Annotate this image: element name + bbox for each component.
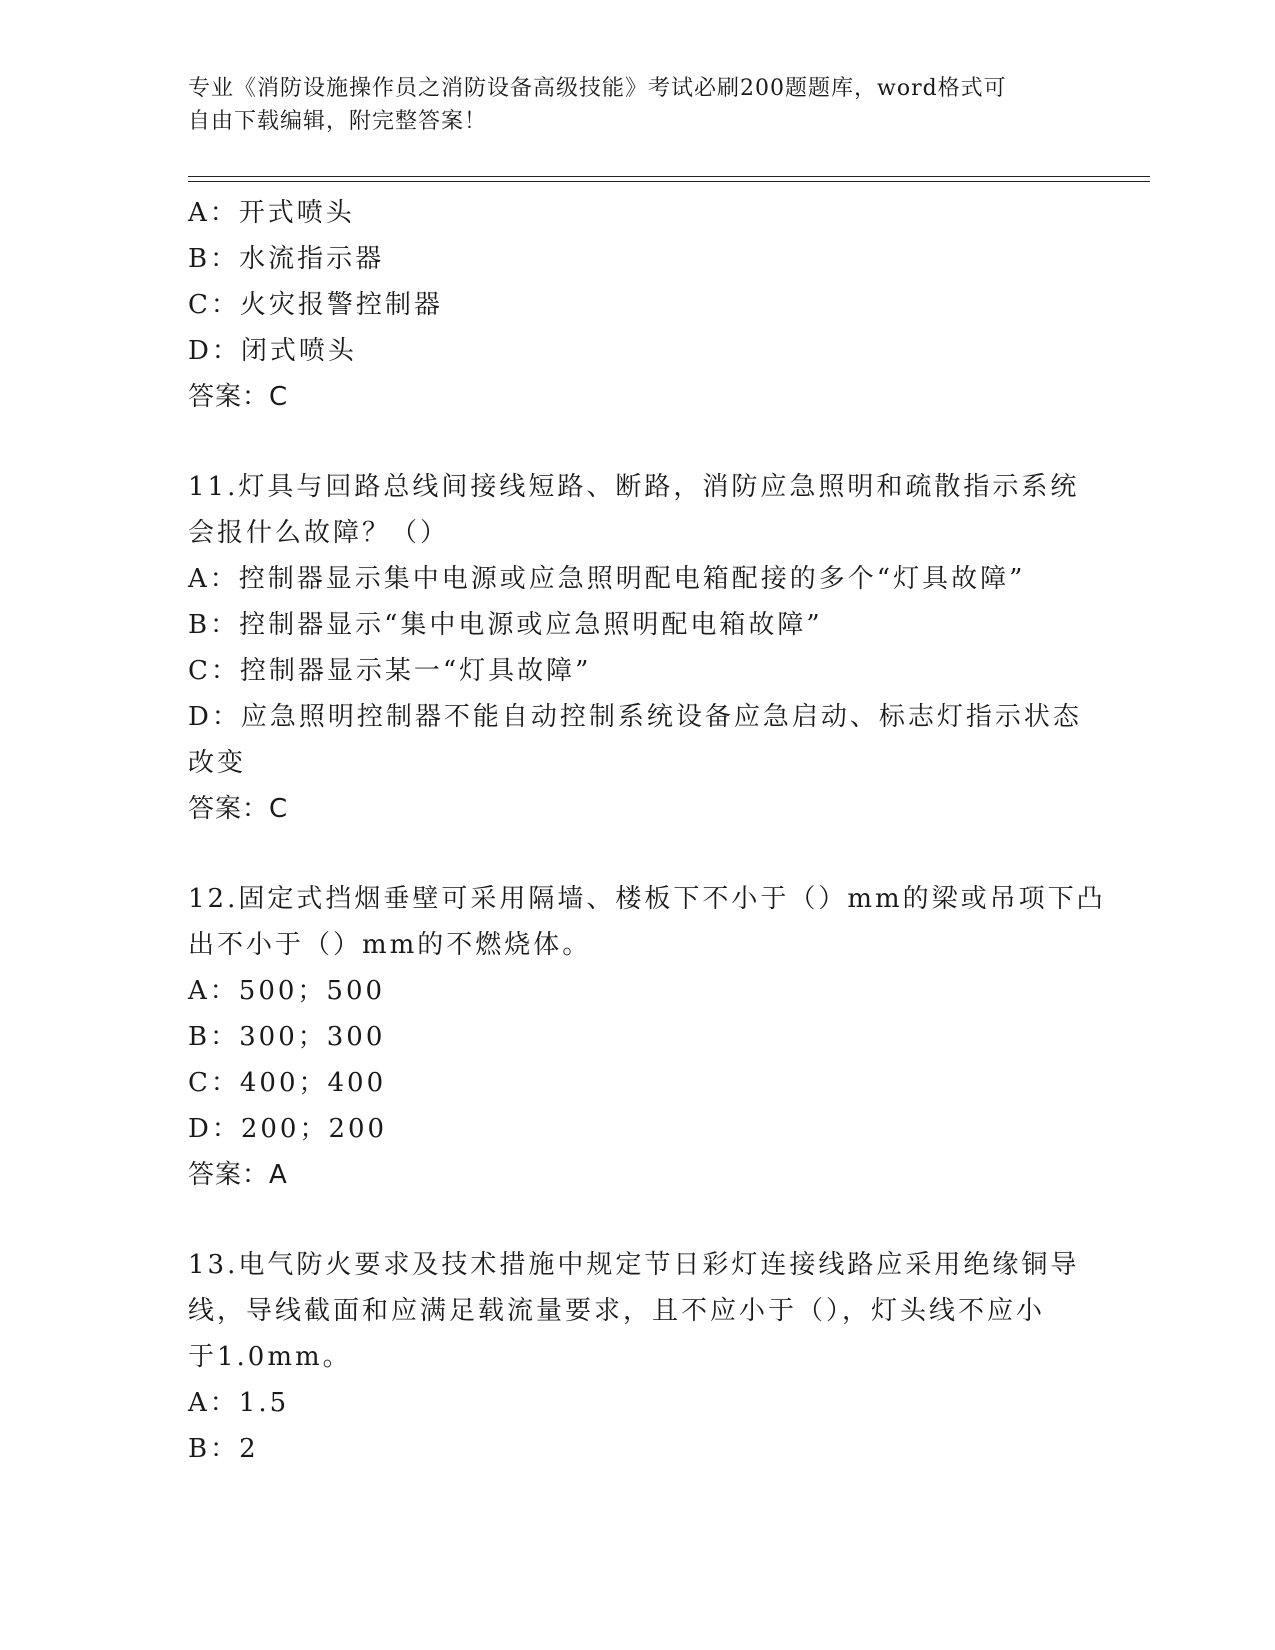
answer: 答案：A: [188, 1160, 288, 1190]
header-line-2: 自由下载编辑，附完整答案！: [188, 109, 488, 134]
question-12-stem-line-2: 出不小于（）mm的不燃烧体。: [188, 930, 592, 960]
option-d: D：200；200: [188, 1114, 388, 1144]
option-a: A：开式喷头: [188, 198, 355, 228]
option-d: D：闭式喷头: [188, 336, 357, 366]
option-a: A：控制器显示集中电源或应急照明配电箱配接的多个“灯具故障”: [188, 564, 1026, 594]
option-c: C：火灾报警控制器: [188, 290, 443, 320]
header-line-1: 专业《消防设施操作员之消防设备高级技能》考试必刷200题题库，word格式可: [188, 76, 1007, 101]
spacer: [188, 1198, 1078, 1242]
question-11-block: [188, 464, 1082, 832]
answer: 答案：C: [188, 794, 289, 824]
option-c: C：400；400: [188, 1068, 387, 1098]
question-13-block: [188, 1242, 1078, 1472]
spacer: [188, 420, 1078, 464]
option-b: B：2: [188, 1434, 259, 1464]
question-13-stem-line-2: 线，导线截面和应满足载流量要求，且不应小于（），灯头线不应小: [188, 1296, 1046, 1326]
option-a: A：1.5: [188, 1388, 290, 1418]
option-b: B：控制器显示“集中电源或应急照明配电箱故障”: [188, 610, 823, 640]
option-d-line-2: 改变: [188, 748, 247, 778]
option-b: B：水流指示器: [188, 244, 385, 274]
header-rule-bottom: [188, 181, 1150, 182]
option-b: B：300；300: [188, 1022, 386, 1052]
question-11-stem-line-2: 会报什么故障？（）: [188, 518, 450, 548]
spacer: [188, 832, 1078, 876]
question-12-stem-line-1: 12.固定式挡烟垂壁可采用隔墙、楼板下不小于（）mm的梁或吊项下凸: [188, 884, 1106, 914]
question-13-stem-line-1: 13.电气防火要求及技术措施中规定节日彩灯连接线路应采用绝缘铜导: [188, 1250, 1080, 1280]
option-d-line-1: D：应急照明控制器不能自动控制系统设备应急启动、标志灯指示状态: [188, 702, 1082, 732]
question-11-stem-line-1: 11.灯具与回路总线间接线短路、断路，消防应急照明和疏散指示系统: [188, 472, 1080, 502]
option-c: C：控制器显示某一“灯具故障”: [188, 656, 592, 686]
previous-question-block: [188, 190, 1078, 420]
option-a: A：500；500: [188, 976, 386, 1006]
question-content: [188, 190, 1106, 1472]
answer: 答案：C: [188, 382, 289, 412]
document-header: [188, 72, 1068, 138]
header-rule-top: [188, 176, 1150, 177]
question-12-block: [188, 876, 1106, 1198]
question-13-stem-line-3: 于1.0mm。: [188, 1342, 352, 1372]
